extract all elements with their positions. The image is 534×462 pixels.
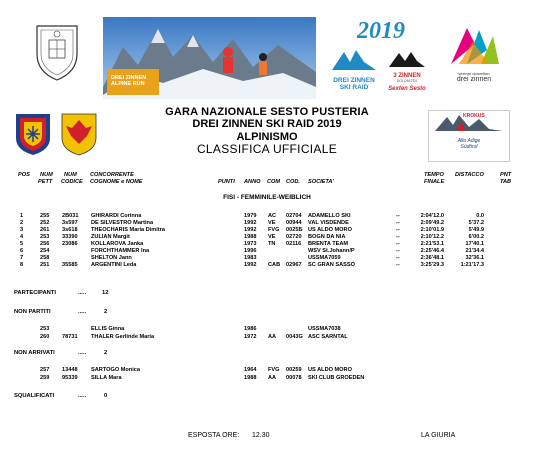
codice-cell: 23086 (62, 241, 78, 247)
col-tempo-2: FINALE (424, 179, 445, 185)
photo-caption-line2: ALPINE RUN (111, 81, 145, 87)
codice-cell: 13448 (62, 367, 78, 373)
anno-cell: 1992 (244, 262, 257, 268)
pett-cell: 252 (40, 220, 50, 226)
com-cell: VE (268, 220, 276, 226)
cod-cell: 0025Б (286, 227, 303, 233)
pett-cell: 251 (40, 262, 50, 268)
societa-cell: BRENTA TEAM (308, 241, 349, 247)
drei-zinnen-region-logo (445, 24, 503, 92)
societa-cell: WSV St.Johann/P (308, 248, 355, 254)
dolomites-text: DOLOMITES (396, 79, 418, 83)
table-row (0, 366, 534, 374)
name-cell: DE SILVESTRO Martina (91, 220, 154, 226)
col-com: COM (267, 179, 281, 185)
societa-cell: ASC SARNTAL (308, 334, 348, 340)
mountain-photo (103, 17, 316, 99)
com-cell: TN (268, 241, 276, 247)
col-distacco: DISTACCO (455, 172, 484, 178)
pett-cell: 253 (40, 234, 50, 240)
societa-cell: BOGN DA NIA (308, 234, 346, 240)
dash-cell: -- (396, 241, 400, 247)
cod-cell: 00259 (286, 367, 302, 373)
pett-cell: 255 (40, 213, 50, 219)
distacco-cell: 0.0 (476, 213, 484, 219)
col-pnt-2: TAB (500, 179, 512, 185)
pett-cell: 259 (40, 375, 50, 381)
non-arrivati-value: 2 (104, 350, 108, 356)
name-cell: KOLLAROVA Janka (91, 241, 144, 247)
ski-raid-text-2: SKI RAID (339, 84, 369, 91)
codice-cell: 3s618 (62, 227, 78, 233)
anno-cell: 1979 (244, 213, 257, 219)
col-tempo-1: TEMPO (424, 172, 444, 178)
pos-cell: 1 (20, 213, 24, 219)
non-arrivati-dots: ..... (78, 350, 87, 356)
table-row (0, 374, 534, 382)
three-zinnen-text: 3 ZINNEN (393, 73, 421, 79)
category-title: FISI - FEMMINILE-WEIBLICH (223, 194, 311, 201)
pos-cell: 4 (20, 234, 24, 240)
societa-cell: ADAMELLO SKI (308, 213, 351, 219)
pett-cell: 261 (40, 227, 50, 233)
pett-cell: 256 (40, 241, 50, 247)
anno-cell: 1983 (244, 255, 257, 261)
tempo-cell: 2:10'12.2 (420, 234, 444, 240)
pett-cell: 260 (40, 334, 50, 340)
squalificati-dots: ..... (78, 393, 87, 399)
name-cell: FORCHTHAMMER Ina (91, 248, 150, 254)
name-cell: ELLIS Ginna (91, 326, 125, 332)
codice-cell: 78731 (62, 334, 78, 340)
tempo-cell: 2:10'01.9 (420, 227, 444, 233)
pos-cell: 2 (20, 220, 24, 226)
col-concorrente-2: COGNOME e NOME (90, 179, 143, 185)
coat-of-arms-logo (33, 20, 81, 82)
partecipanti-dots: ..... (78, 290, 87, 296)
race-title: GARA NAZIONALE SESTO PUSTERIA (165, 106, 369, 118)
com-cell: AA (268, 375, 277, 381)
codice-cell: 95339 (62, 375, 78, 381)
dash-cell: -- (396, 220, 400, 226)
pett-cell: 254 (40, 248, 50, 254)
com-cell: AA (268, 334, 277, 340)
anno-cell: 1992 (244, 220, 257, 226)
name-cell: ZULIAN Margit (91, 234, 130, 240)
col-num-codice-1: NUM (64, 172, 77, 178)
year-label: 2019 (357, 18, 405, 44)
tempo-cell: 3:25'29.3 (420, 262, 444, 268)
cod-cell: 02720 (286, 234, 302, 240)
tempo-cell: 2:04'12.0 (420, 213, 444, 219)
cod-cell: 0043G (286, 334, 303, 340)
krokus-line3: Südtirol (460, 144, 478, 150)
table-row (0, 325, 534, 333)
non-partiti-label: NON PARTITI (14, 309, 51, 315)
col-anno: ANNO (244, 179, 261, 185)
cod-cell: 02116 (286, 241, 302, 247)
dash-cell: -- (396, 255, 400, 261)
anno-cell: 1964 (244, 367, 257, 373)
sesto-brand-text: Sexten Sesto (388, 86, 426, 92)
dash-cell: -- (396, 262, 400, 268)
societa-cell: SC GRAN SASSO (308, 262, 355, 268)
cod-cell: 00944 (286, 220, 302, 226)
dash-cell: -- (396, 234, 400, 240)
col-punti: PUNTI (218, 179, 235, 185)
com-cell: FVG (268, 367, 280, 373)
dash-cell: -- (396, 213, 400, 219)
anno-cell: 1988 (244, 234, 257, 240)
pos-cell: 3 (20, 227, 24, 233)
squalificati-label: SQUALIFICATI (14, 393, 55, 399)
dash-cell: -- (396, 248, 400, 254)
tempo-cell: 2:25'46.4 (420, 248, 444, 254)
esposta-label: ESPOSTA ORE: (188, 432, 240, 439)
anno-cell: 1986 (244, 326, 257, 332)
anno-cell: 1973 (244, 241, 257, 247)
squalificati-value: 0 (104, 393, 108, 399)
name-cell: THEOCHARIS Maria Dimitra (91, 227, 165, 233)
cod-cell: 02967 (286, 262, 302, 268)
pett-cell: 253 (40, 326, 50, 332)
pos-cell: 7 (20, 255, 24, 261)
pett-cell: 257 (40, 367, 50, 373)
krokus-title: KROKUS (463, 113, 485, 119)
anno-cell: 1972 (244, 334, 257, 340)
name-cell: SILLA Mara (91, 375, 122, 381)
partecipanti-label: PARTECIPANTI (14, 290, 56, 296)
name-cell: ARGENTINI Leda (91, 262, 137, 268)
ski-raid-text-1: DREI ZINNEN (333, 77, 375, 84)
giuria-label: LA GIURIA (421, 432, 456, 439)
table-row (0, 333, 534, 341)
region-text-1: sextner dolomiten (458, 71, 490, 76)
name-cell: GHIRARDI Corinna (91, 213, 142, 219)
codice-cell: 2B031 (62, 213, 79, 219)
distacco-cell: 21'34.4 (465, 248, 484, 254)
drei-zinnen-ski-raid-logo (330, 48, 378, 94)
societa-cell: VAL VISDENDE (308, 220, 349, 226)
pos-cell: 8 (20, 262, 24, 268)
tempo-cell: 2:09'49.2 (420, 220, 444, 226)
anno-cell: 1988 (244, 375, 257, 381)
societa-cell: US ALDO MORO (308, 227, 352, 233)
col-num-pett-1: NUM (40, 172, 53, 178)
distacco-cell: 17'40.1 (465, 241, 484, 247)
anno-cell: 1996 (244, 248, 257, 254)
dash-cell: -- (396, 227, 400, 233)
col-cod: COD. (286, 179, 300, 185)
race-subtitle: DREI ZINNEN SKI RAID 2019 (192, 118, 342, 130)
com-cell: CAB (268, 262, 281, 268)
distacco-cell: 1:21'17.3 (460, 262, 484, 268)
codice-cell: 35585 (62, 262, 78, 268)
col-num-codice-2: CODICE (61, 179, 83, 185)
anno-cell: 1992 (244, 227, 257, 233)
distacco-cell: 5'37.2 (468, 220, 484, 226)
societa-cell: US ALDO MORO (308, 367, 352, 373)
non-partiti-dots: ..... (78, 309, 87, 315)
cod-cell: 00078 (286, 375, 302, 381)
codice-cell: 3s597 (62, 220, 78, 226)
distacco-cell: 6'00.2 (468, 234, 484, 240)
distacco-cell: 32'36.1 (465, 255, 484, 261)
societa-cell: USSMA7059 (308, 255, 341, 261)
name-cell: SHELTON Jann (91, 255, 132, 261)
partecipanti-value: 12 (102, 290, 109, 296)
cod-cell: 02704 (286, 213, 302, 219)
societa-cell: USSMA7038 (308, 326, 341, 332)
codice-cell: 33390 (62, 234, 78, 240)
col-pos: POS (18, 172, 30, 178)
non-arrivati-label: NON ARRIVATI (14, 350, 55, 356)
name-cell: THALER Gerlinde Maria (91, 334, 155, 340)
tempo-cell: 2:21'53.1 (420, 241, 444, 247)
col-societa: SOCIETA' (308, 179, 334, 185)
discipline-title: ALPINISMO (236, 131, 298, 143)
three-zinnen-logo (385, 50, 429, 92)
photo-caption-line1: DREI ZINNEN (111, 75, 147, 81)
region-text-2: drei zinnen (456, 76, 492, 83)
non-partiti-value: 2 (104, 309, 108, 315)
com-cell: FVG (268, 227, 280, 233)
name-cell: SARTOGO Monica (91, 367, 141, 373)
pos-cell: 5 (20, 241, 24, 247)
krokus-line2: Alto Adige (457, 138, 481, 144)
pos-cell: 6 (20, 248, 24, 254)
col-concorrente-1: CONCORRENTE (90, 172, 134, 178)
com-cell: AC (268, 213, 277, 219)
table-row (0, 261, 534, 269)
col-pnt-1: PNT (500, 172, 512, 178)
tempo-cell: 2:36'48.1 (420, 255, 444, 261)
distacco-cell: 5'49.9 (468, 227, 484, 233)
photo-caption (111, 75, 146, 87)
societa-cell: SKI CLUB GROEDEN (308, 375, 365, 381)
classifica-title: CLASSIFICA UFFICIALE (196, 142, 338, 156)
pett-cell: 258 (40, 255, 50, 261)
esposta-time: 12.30 (252, 432, 270, 439)
com-cell: VE (268, 234, 276, 240)
col-num-pett-2: PETT (38, 179, 53, 185)
